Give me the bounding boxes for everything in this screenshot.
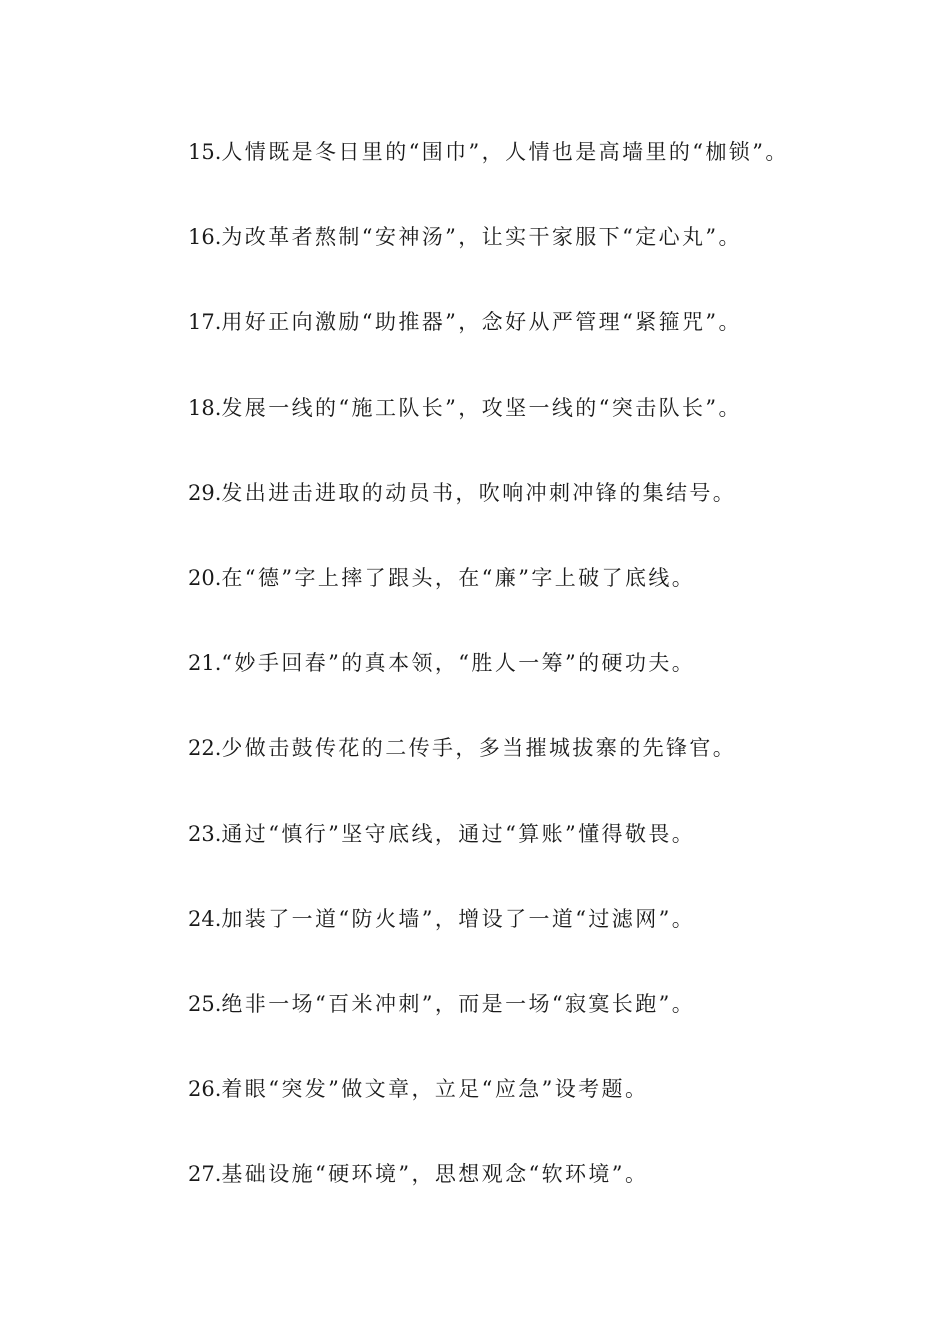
line-number: 29. <box>188 480 222 505</box>
list-item <box>188 475 928 560</box>
list-item <box>188 219 928 304</box>
line-number: 18. <box>188 395 222 420</box>
line-text: 绝非一场“百米冲刺”，而是一场“寂寞长跑”。 <box>221 991 696 1016</box>
line-number: 21. <box>188 651 222 676</box>
list-item <box>188 986 928 1071</box>
line-text: 人情既是冬日里的“围巾”，人情也是高墙里的“枷锁”。 <box>221 140 789 164</box>
list-item <box>188 730 928 815</box>
line-number: 16. <box>188 225 222 250</box>
line-text: 发展一线的“施工队长”，攻坚一线的“突击队长”。 <box>221 395 742 420</box>
line-text: 在“德”字上摔了跟头，在“廉”字上破了底线。 <box>221 565 696 590</box>
line-number: 20. <box>188 565 222 590</box>
line-number: 23. <box>188 821 222 846</box>
list-item <box>188 1156 928 1241</box>
line-number: 15. <box>188 140 222 164</box>
list-item <box>188 816 928 901</box>
list-item <box>188 134 928 219</box>
list-item <box>188 645 928 730</box>
line-text: “妙手回春”的真本领，“胜人一筹”的硬功夫。 <box>221 651 696 676</box>
numbered-line-list <box>188 134 928 1241</box>
line-number: 26. <box>188 1077 222 1102</box>
line-number: 22. <box>188 736 222 761</box>
line-number: 25. <box>188 991 222 1016</box>
line-text: 为改革者熬制“安神汤”，让实干家服下“定心丸”。 <box>221 225 742 250</box>
line-text: 通过“慎行”坚守底线，通过“算账”懂得敬畏。 <box>221 821 696 846</box>
line-text: 发出进击进取的动员书，吹响冲刺冲锋的集结号。 <box>221 480 737 505</box>
list-item <box>188 901 928 986</box>
line-text: 少做击鼓传花的二传手，多当摧城拔寨的先锋官。 <box>221 736 737 761</box>
line-number: 24. <box>188 906 222 931</box>
list-item <box>188 390 928 475</box>
line-text: 用好正向激励“助推器”，念好从严管理“紧箍咒”。 <box>221 310 742 335</box>
list-item <box>188 304 928 389</box>
line-number: 17. <box>188 310 222 335</box>
line-text: 着眼“突发”做文章，立足“应急”设考题。 <box>221 1077 649 1102</box>
list-item <box>188 1071 928 1156</box>
line-text: 基础设施“硬环境”，思想观念“软环境”。 <box>221 1162 649 1187</box>
list-item <box>188 560 928 645</box>
line-text: 加装了一道“防火墙”，增设了一道“过滤网”。 <box>221 906 696 931</box>
line-number: 27. <box>188 1162 222 1187</box>
